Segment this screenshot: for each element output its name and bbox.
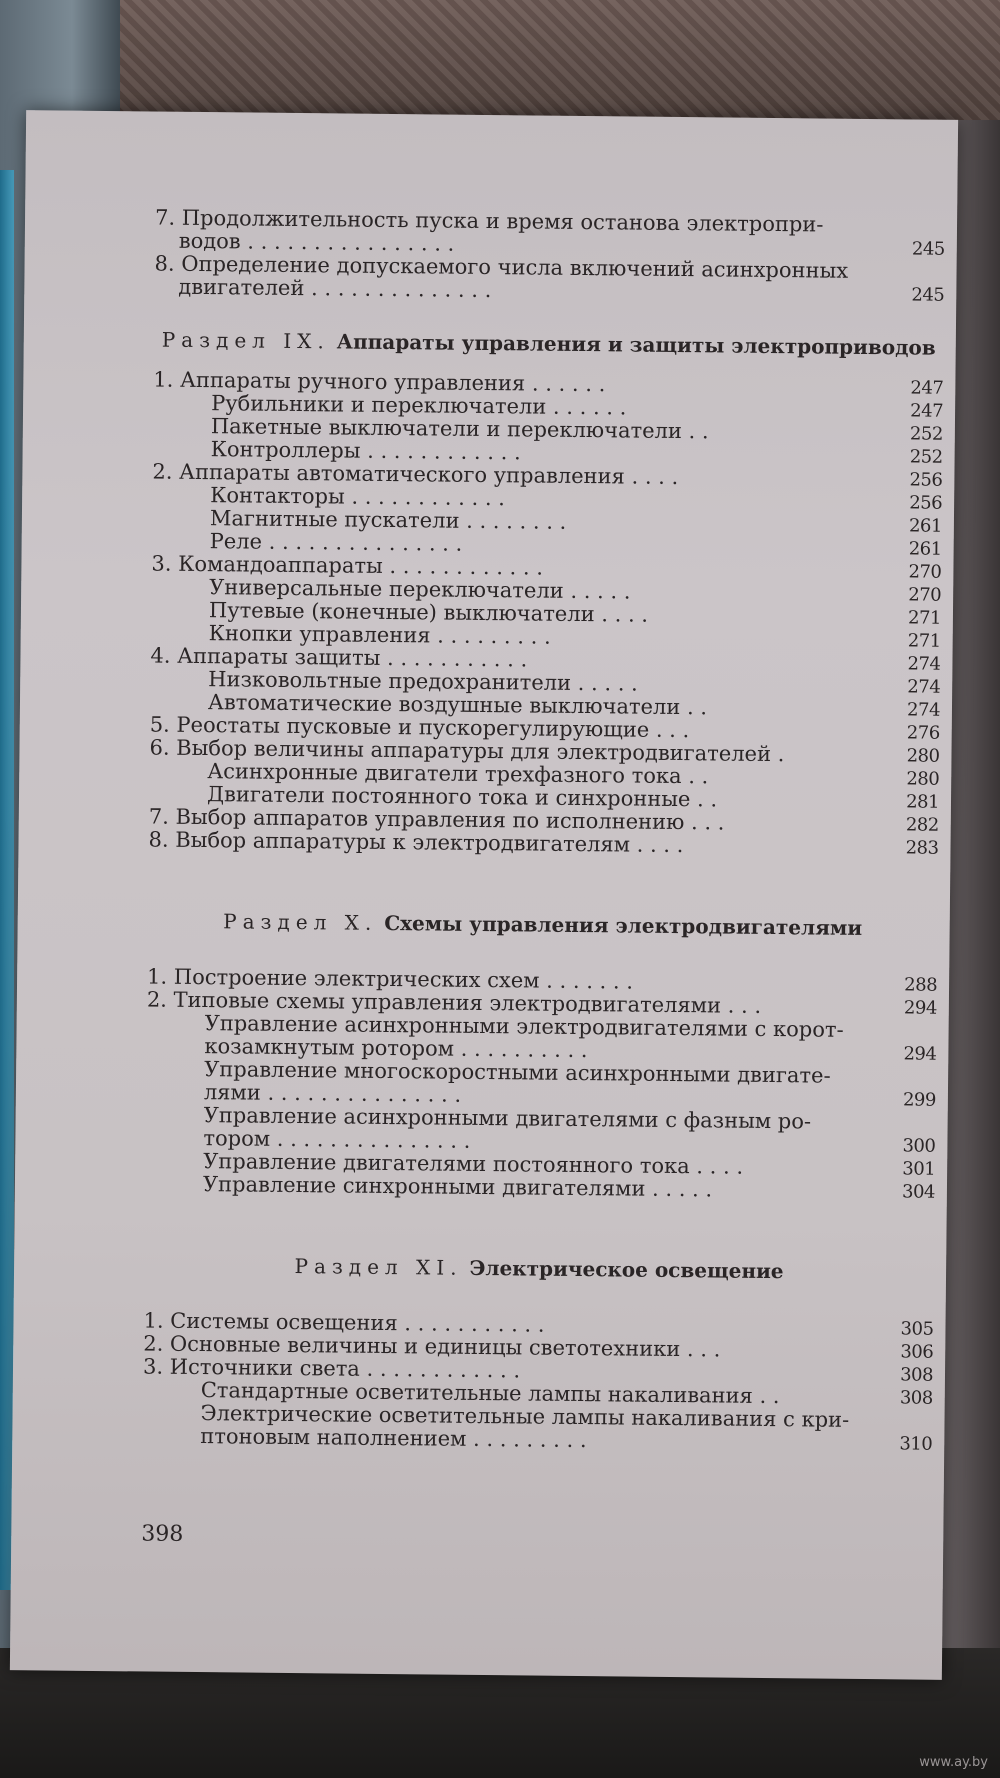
toc-entry-text: лями . . . . . . . . . . . . . . . xyxy=(203,1080,462,1107)
section-title: Схемы управления электродвигателями xyxy=(384,910,863,940)
section-label: Раздел X. xyxy=(223,909,378,935)
toc-entry-text: Управление асинхронными двигателями с фазным ро- xyxy=(203,1103,812,1134)
toc-entry-page: 270 xyxy=(908,561,942,583)
toc-entry-page: 245 xyxy=(911,238,945,260)
toc-entry-page: 305 xyxy=(900,1318,934,1340)
toc-entry-page: 245 xyxy=(911,284,945,306)
section-9-entries xyxy=(148,369,943,860)
section-11-entries xyxy=(142,1309,933,1455)
toc-entry-page: 256 xyxy=(909,492,943,514)
table-of-contents xyxy=(142,207,945,1456)
toc-entry-page: 283 xyxy=(905,837,939,859)
toc-entry-text: Управление асинхронными электродвигателями с корот- xyxy=(204,1011,844,1042)
toc-entry-text: 3. Командоаппараты . . . . . . . . . . . . xyxy=(151,551,544,580)
toc-top-entries xyxy=(154,207,945,307)
section-title: Электрическое освещение xyxy=(469,1255,784,1284)
toc-entry-page: 282 xyxy=(905,814,939,836)
toc-entry-page: 274 xyxy=(907,676,941,698)
toc-entry-text: Управление двигателями постоянного тока . . . . xyxy=(203,1149,744,1179)
toc-entry-page: 301 xyxy=(902,1158,936,1180)
toc-entry-text: Контроллеры . . . . . . . . . . . . xyxy=(210,437,521,465)
toc-entry-text: 7. Продолжительность пуска и время останова электропри- xyxy=(154,205,824,237)
toc-entry-text: 2. Аппараты автоматического управления . . . . xyxy=(152,459,679,490)
toc-entry-text: Электрические осветительные лампы накаливания с кри- xyxy=(200,1401,850,1432)
toc-entry-page: 308 xyxy=(900,1364,934,1386)
toc-entry-text: Контакторы . . . . . . . . . . . . xyxy=(210,483,506,511)
toc-entry-text: 6. Выбор величины аппаратуры для электродвигателей . xyxy=(149,735,785,767)
book-cover-edge xyxy=(0,170,14,1590)
toc-entry-text: 1. Системы освещения . . . . . . . . . . . xyxy=(143,1308,545,1337)
toc-entry-text: Асинхронные двигатели трехфазного тока . . xyxy=(207,759,709,789)
section-label: Раздел XI. xyxy=(294,1254,463,1280)
toc-entry-text: 1. Построение электрических схем . . . . . . . xyxy=(147,964,634,994)
toc-entry-text: Стандартные осветительные лампы накаливания . . xyxy=(200,1378,780,1409)
toc-entry-page: 294 xyxy=(903,997,937,1019)
toc-entry-page: 304 xyxy=(901,1181,936,1203)
toc-entry-page: 310 xyxy=(899,1433,933,1455)
section-title: Аппараты управления и защиты электроприводов xyxy=(336,329,936,360)
page-number: 398 xyxy=(141,1521,184,1547)
toc-entry-text: 8. Выбор аппаратуры к электродвигателям . . . . xyxy=(148,827,684,858)
toc-entry-page: 261 xyxy=(908,538,942,560)
toc-entry-text: 5. Реостаты пусковые и пускорегулирующие . . . xyxy=(149,712,690,743)
toc-entry-page: 247 xyxy=(910,400,944,422)
toc-entry-page: 276 xyxy=(906,722,940,744)
toc-entry-text: тором . . . . . . . . . . . . . . . xyxy=(203,1126,471,1153)
toc-entry-page: 280 xyxy=(906,768,940,790)
toc-entry-text: Универсальные переключатели . . . . . xyxy=(209,575,631,604)
toc-entry-page: 300 xyxy=(902,1135,936,1157)
toc-entry-page: 306 xyxy=(900,1341,934,1363)
toc-entry-text: 3. Источники света . . . . . . . . . . . . xyxy=(142,1354,521,1383)
toc-entry-page: 308 xyxy=(899,1387,933,1409)
toc-entry-text: Рубильники и переключатели . . . . . . xyxy=(211,391,627,420)
toc-entry-text: 2. Основные величины и единицы светотехники . . . xyxy=(143,1331,721,1362)
toc-entry-text: Управление многоскоростными асинхронными двигате- xyxy=(204,1057,831,1088)
toc-entry-page: 280 xyxy=(906,745,940,767)
toc-entry-text: козамкнутым ротором . . . . . . . . . . xyxy=(204,1034,588,1063)
toc-entry-text: 8. Определение допускаемого числа включений асинхронных xyxy=(154,251,849,283)
section-10-entries xyxy=(145,965,937,1203)
toc-entry-page: 299 xyxy=(902,1089,936,1111)
toc-entry-page: 274 xyxy=(906,699,941,721)
section-label: Раздел IX. xyxy=(161,327,330,354)
toc-entry-text: 1. Аппараты ручного управления . . . . . . xyxy=(153,367,606,397)
toc-entry-page: 288 xyxy=(904,974,938,996)
toc-entry-page: 261 xyxy=(908,515,942,537)
toc-entry-text: 7. Выбор аппаратов управления по исполнению . . . xyxy=(148,804,725,835)
toc-entry-page: 247 xyxy=(910,377,944,399)
toc-entry-page: 281 xyxy=(906,791,940,813)
toc-entry-text: Двигатели постоянного тока и синхронные . . xyxy=(206,782,718,812)
toc-entry-text: Автоматические воздушные выключатели . . xyxy=(207,690,708,720)
book-page xyxy=(10,110,958,1680)
toc-entry-text: Кнопки управления . . . . . . . . . xyxy=(208,621,551,649)
toc-entry-page: 271 xyxy=(907,630,941,652)
toc-entry-page: 270 xyxy=(908,584,942,606)
toc-entry-text: Реле . . . . . . . . . . . . . . . xyxy=(209,529,463,556)
watermark: www.ay.by xyxy=(919,1755,988,1770)
toc-entry-page: 252 xyxy=(909,423,943,445)
toc-entry-text: Управление синхронными двигателями . . . . . xyxy=(202,1172,713,1202)
toc-entry-text: Путевые (конечные) выключатели . . . . xyxy=(208,598,649,627)
toc-entry-text: 4. Аппараты защиты . . . . . . . . . . . xyxy=(150,643,528,672)
toc-entry-page: 274 xyxy=(907,653,941,675)
toc-entry-text: птоновым наполнением . . . . . . . . . xyxy=(200,1424,587,1453)
toc-entry-text: двигателей . . . . . . . . . . . . . . xyxy=(178,274,492,303)
toc-entry-text: водов . . . . . . . . . . . . . . . . xyxy=(178,228,455,256)
toc-entry-page: 252 xyxy=(909,446,943,468)
toc-entry-text: 2. Типовые схемы управления электродвигателями . . . xyxy=(146,987,762,1018)
toc-entry-text: Магнитные пускатели . . . . . . . . xyxy=(209,506,567,534)
toc-entry-page: 271 xyxy=(907,607,942,629)
toc-entry-page: 294 xyxy=(903,1043,937,1065)
toc-entry-page: 256 xyxy=(909,469,943,491)
toc-entry-text: Пакетные выключатели и переключатели . . xyxy=(210,414,709,444)
toc-entry-text: Низковольтные предохранители . . . . . xyxy=(208,667,638,696)
